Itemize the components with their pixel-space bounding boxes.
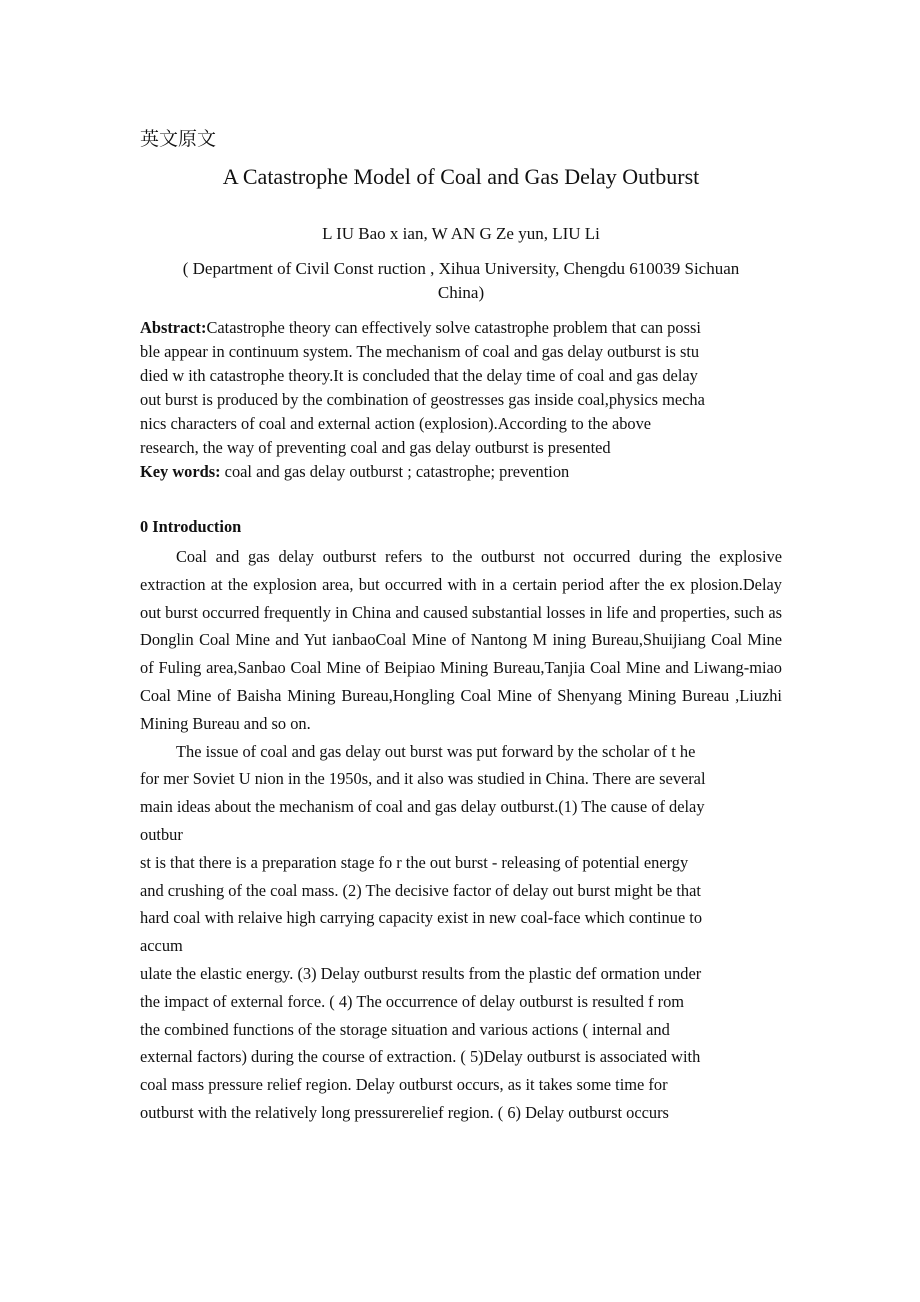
author-list: L IU Bao x ian, W AN G Ze yun, LIU Li xyxy=(322,224,600,243)
affiliation-line-1: ( Department of Civil Const ruction , Xihua University, Chengdu 610039 Sichuan xyxy=(182,259,740,278)
abstract-line xyxy=(140,316,782,340)
introduction-heading: 0 Introduction xyxy=(140,517,242,536)
paragraph-line: main ideas about the mechanism of coal and gas delay outburst.(1) The cause of delay xyxy=(140,797,705,817)
paragraph-line: ulate the elastic energy. (3) Delay outburst results from the plastic def ormation under xyxy=(140,963,702,983)
introduction-paragraph-1: Coal and gas delay outburst refers to the outburst not occurred during the explosive extraction at the explosion area, but occurred with in a certain period after the ex plosion.Delay out burst occurred frequently in China and caused substantial losses in life and properties, such as Donglin Coal Mine and Yut ianbaoCoal Mine of Nantong M ining Bureau,Shuijiang Coal Mine of Fuling area,Sanbao Coal Mine of Beipiao Mining Bureau,Tanjia Coal Mine and Liwang-miao Coal Mine of Baisha Mining Bureau,Hongling Coal Mine of Shenyang Mining Bureau ,Liuzhi Mining Bureau and so on. xyxy=(140,547,782,733)
paragraph-line: hard coal with relaive high carrying capacity exist in new coal-face which continue to xyxy=(140,908,703,928)
paragraph-line: The issue of coal and gas delay out burst was put forward by the scholar of t he xyxy=(176,741,696,761)
affiliation xyxy=(140,257,782,305)
paper-title: A Catastrophe Model of Coal and Gas Delay Outburst xyxy=(222,164,700,189)
abstract xyxy=(140,316,782,460)
keywords-text: coal and gas delay outburst ; catastrophe; prevention xyxy=(220,462,570,481)
keywords xyxy=(140,460,782,484)
paragraph-line: the combined functions of the storage situation and various actions ( internal and xyxy=(140,1019,670,1039)
abstract-line: out burst is produced by the combination of geostresses gas inside coal,physics mecha xyxy=(140,390,705,409)
paragraph-line: coal mass pressure relief region. Delay outburst occurs, as it takes some time for xyxy=(140,1075,668,1095)
paragraph-line: the impact of external force. ( 4) The occurrence of delay outburst is resulted f rom xyxy=(140,991,685,1011)
paragraph-line: for mer Soviet U nion in the 1950s, and it also was studied in China. There are several xyxy=(140,769,706,789)
abstract-line: died w ith catastrophe theory.It is concluded that the delay time of coal and gas delay xyxy=(140,366,698,385)
abstract-line: ble appear in continuum system. The mechanism of coal and gas delay outburst is stu xyxy=(140,342,700,361)
affiliation-line-2: China) xyxy=(437,283,485,302)
paragraph-line: external factors) during the course of extraction. ( 5)Delay outburst is associated with xyxy=(140,1047,701,1067)
keywords-label: Key words: xyxy=(140,462,221,481)
paragraph-line: and crushing of the coal mass. (2) The decisive factor of delay out burst might be that xyxy=(140,880,701,900)
abstract-line: nics characters of coal and external action (explosion).According to the above xyxy=(140,414,652,433)
section-header: 英文原文 xyxy=(140,128,217,150)
paragraph-line: outburst with the relatively long pressurerelief region. ( 6) Delay outburst occurs xyxy=(140,1102,669,1122)
abstract-label: Abstract: xyxy=(140,318,207,337)
paragraph-line: st is that there is a preparation stage fo r the out burst - releasing of potential energy xyxy=(140,852,689,872)
paragraph-line: accum xyxy=(140,936,183,956)
introduction-paragraph-2 xyxy=(140,738,782,1127)
paper-page xyxy=(140,126,782,1127)
abstract-line: research, the way of preventing coal and gas delay outburst is presented xyxy=(140,438,611,457)
abstract-text: Catastrophe theory can effectively solve catastrophe problem that can possi xyxy=(206,318,701,337)
paragraph-line: outbur xyxy=(140,824,183,844)
